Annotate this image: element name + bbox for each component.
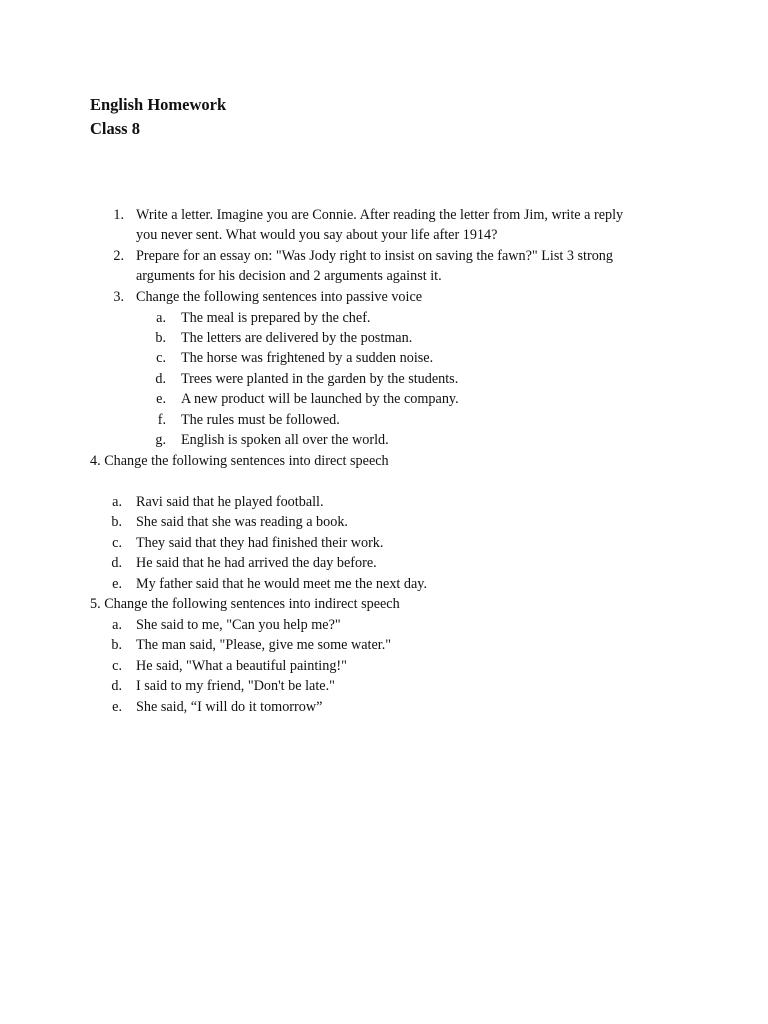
question-text: Prepare for an essay on: "Was Jody right to insist on saving the fawn?" List 3 strong — [136, 248, 613, 264]
list-marker: e. — [156, 391, 166, 407]
list-item-text: The rules must be followed. — [181, 412, 340, 428]
list-marker: e. — [112, 699, 122, 715]
list-marker: c. — [156, 350, 166, 366]
list-item-text: The man said, "Please, give me some water." — [136, 637, 392, 653]
list-item-text: She said to me, "Can you help me?" — [136, 617, 341, 633]
list-item-text: Trees were planted in the garden by the students. — [181, 371, 459, 387]
list-marker: a. — [112, 494, 122, 510]
list-marker: d. — [111, 555, 122, 571]
question-5-heading: 5. Change the following sentences into indirect speech — [90, 596, 400, 612]
list-item-text: English is spoken all over the world. — [181, 432, 389, 448]
list-item-text: The meal is prepared by the chef. — [181, 310, 371, 326]
question-text: arguments for his decision and 2 arguments against it. — [136, 268, 442, 284]
list-item-text: I said to my friend, "Don't be late." — [136, 678, 335, 694]
list-marker: a. — [112, 617, 122, 633]
list-marker: b. — [155, 330, 166, 346]
list-marker: b. — [111, 514, 122, 530]
question-text: Write a letter. Imagine you are Connie. After reading the letter from Jim, write a reply — [136, 207, 624, 223]
list-marker: c. — [112, 658, 122, 674]
list-item-text: My father said that he would meet me the next day. — [136, 576, 428, 592]
list-marker: d. — [111, 678, 122, 694]
list-item-text: She said that she was reading a book. — [136, 514, 348, 530]
list-item-text: He said that he had arrived the day before. — [136, 555, 377, 571]
list-item-text: The horse was frightened by a sudden noise. — [181, 350, 434, 366]
document-subtitle: Class 8 — [90, 119, 140, 138]
list-marker: f. — [157, 412, 166, 428]
list-marker: g. — [155, 432, 166, 448]
list-number: 1. — [113, 207, 124, 223]
list-marker: c. — [112, 535, 122, 551]
list-number: 2. — [113, 248, 124, 264]
list-item-text: Ravi said that he played football. — [136, 494, 324, 510]
list-item-text: The letters are delivered by the postman. — [181, 330, 413, 346]
list-number: 3. — [113, 289, 124, 305]
list-item-text: She said, “I will do it tomorrow” — [136, 699, 323, 715]
list-item-text: They said that they had finished their work. — [136, 535, 384, 551]
list-marker: e. — [112, 576, 122, 592]
question-4-heading: 4. Change the following sentences into direct speech — [90, 453, 389, 469]
question-heading: Change the following sentences into passive voice — [136, 289, 423, 305]
question-text: you never sent. What would you say about your life after 1914? — [136, 227, 498, 243]
list-item-text: He said, "What a beautiful painting!" — [136, 658, 347, 674]
document-title: English Homework — [90, 95, 227, 114]
list-marker: b. — [111, 637, 122, 653]
list-marker: d. — [155, 371, 166, 387]
list-item-text: A new product will be launched by the company. — [181, 391, 459, 407]
list-marker: a. — [156, 310, 166, 326]
